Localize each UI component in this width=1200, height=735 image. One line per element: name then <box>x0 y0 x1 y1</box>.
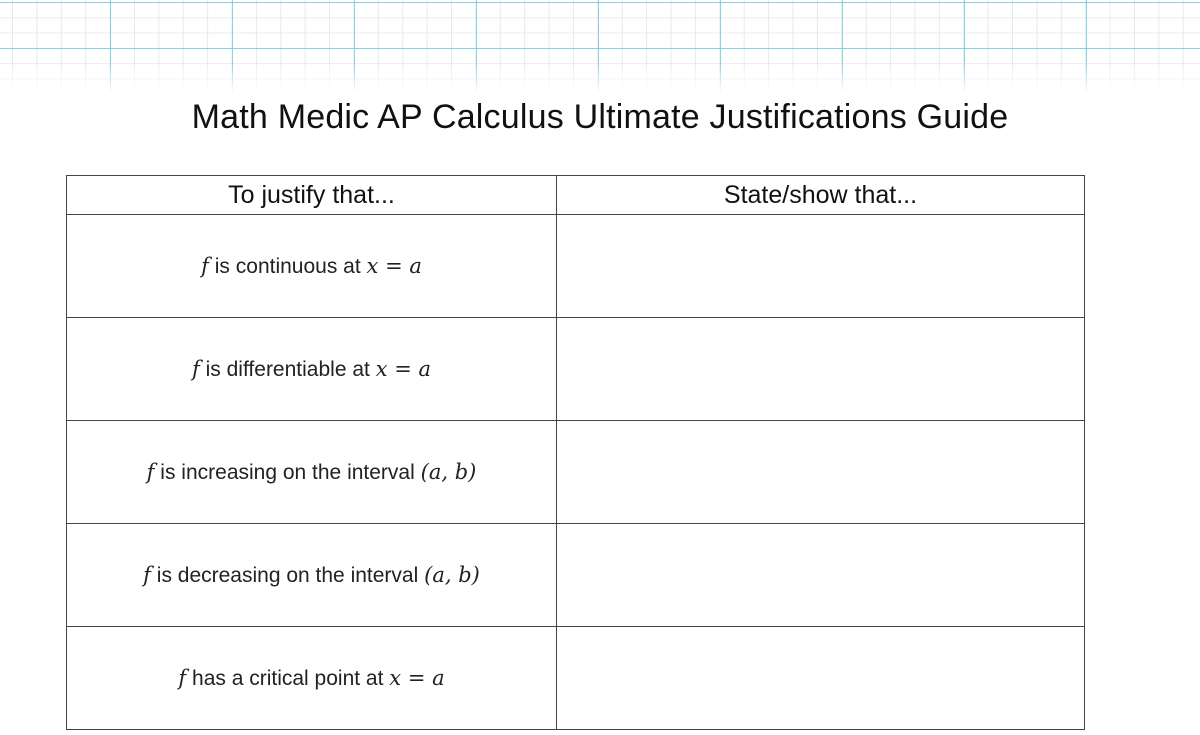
condition-math: x = a <box>366 253 422 278</box>
condition-cell <box>67 627 557 730</box>
table-row <box>67 627 1085 730</box>
function-symbol: f <box>146 459 155 484</box>
table-row <box>67 318 1085 421</box>
function-symbol: f <box>178 665 187 690</box>
condition-cell <box>67 421 557 524</box>
table-row <box>67 215 1085 318</box>
table-header-row <box>67 176 1085 215</box>
header-state-show: State/show that... <box>557 176 1085 215</box>
condition-math: x = a <box>389 665 445 690</box>
function-symbol: f <box>192 356 200 381</box>
page-title: Math Medic AP Calculus Ultimate Justifications Guide <box>191 98 1009 136</box>
table-row <box>67 524 1085 627</box>
condition-math: (a, b) <box>420 459 477 484</box>
header-to-justify: To justify that... <box>67 176 557 215</box>
condition-text: is differentiable at <box>205 357 370 381</box>
answer-cell[interactable] <box>557 421 1085 524</box>
justifications-table <box>66 175 1085 730</box>
answer-cell[interactable] <box>557 215 1085 318</box>
condition-math: x = a <box>375 356 431 381</box>
condition-text: has a critical point at <box>192 666 384 690</box>
condition-text: is continuous at <box>214 254 361 278</box>
answer-cell[interactable] <box>557 318 1085 421</box>
table-row <box>67 421 1085 524</box>
function-symbol: f <box>143 562 151 587</box>
condition-cell <box>67 318 557 421</box>
function-symbol: f <box>201 253 209 278</box>
answer-cell[interactable] <box>557 627 1085 730</box>
condition-math: (a, b) <box>424 562 480 587</box>
graph-paper-fade <box>0 62 1200 94</box>
condition-text: is decreasing on the interval <box>156 563 419 587</box>
condition-cell <box>67 215 557 318</box>
condition-cell <box>67 524 557 627</box>
condition-text: is increasing on the interval <box>160 460 415 484</box>
answer-cell[interactable] <box>557 524 1085 627</box>
